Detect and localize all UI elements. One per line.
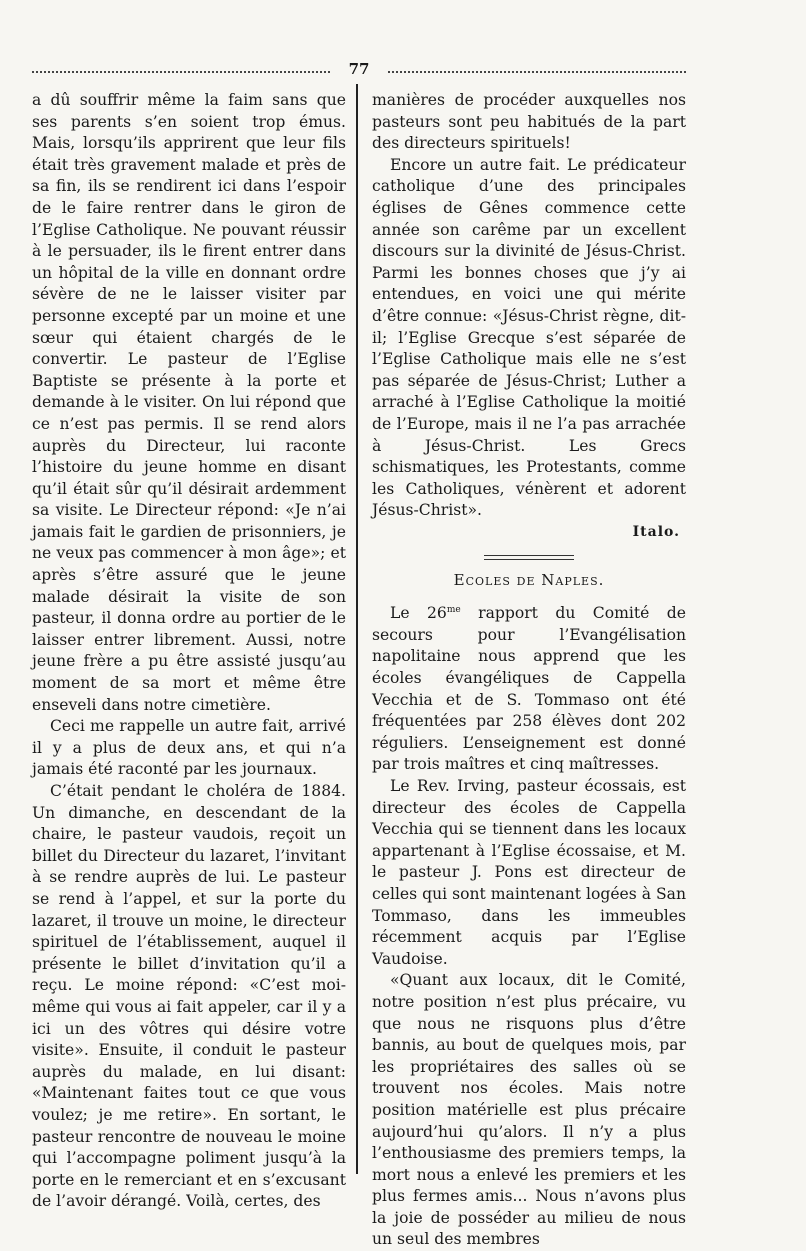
right-paragraph: Encore un autre fait. Le prédicateur catholique d’une des principales églises de Gênes commence cette année son carême par un excellent discours sur la divinité de Jésus-Christ. Parmi les bonnes choses que j’y ai entendues, en voici une qui mérite d’être connue: «Jésus-Christ règne, dit-il; l’Eglise Grecque s’est séparée de l’Eglise Catholique mais elle ne s’est pas séparée de Jésus-Christ; Luther a arraché à l’Eglise Catholique la moitié de l’Europe, mais il ne l’a pas arrachée à Jésus-Christ. Les Grecs schismatiques, les Protestants, comme les Catholiques, vénèrent et adorent Jésus-Christ». xyxy=(372,155,686,520)
left-paragraph: a dû souffrir même la faim sans que ses parents s’en soient trop émus. Mais, lorsqu’ils apprirent que leur fils était très gravement malade et près de sa fin, ils se rendirent ici dans l’espoir de le faire rentrer dans le giron de l’Eglise Catholique. Ne pouvant réussir à le persuader, ils le firent entrer dans un hôpital de la ville en donnant ordre sévère de ne le laisser visiter par personne excepté par un moine et une sœur qui étaient chargés de le convertir. Le pasteur de l’Eglise Baptiste se présente à la porte et demande à le visiter. On lui répond que ce n’est pas permis. Il se rend alors auprès du Directeur, lui raconte l’histoire du jeune homme en disant qu’il était sûr qu’il désirait ardemment sa visite. Le Directeur répond: «Je n’ai jamais fait le gardien de prisonniers, je ne veux pas commencer à mon âge»; et après s’être assuré que le jeune malade désirait la visite de son pasteur, il donna ordre au portier de le laisser entrer librement. Aussi, notre jeune frère a pu être assisté jusqu’au moment de sa mort et même être enseveli dans notre cimetière. xyxy=(32,91,346,714)
right-column xyxy=(372,90,686,1251)
article-signature: Italo. xyxy=(632,523,680,540)
page-number: 77 xyxy=(348,60,370,78)
left-column xyxy=(32,90,346,1213)
section-text: Le 26 xyxy=(390,604,447,623)
right-paragraph: manières de procéder auxquelles nos pasteurs sont peu habitués de la part des directeurs spirituels! xyxy=(372,91,686,153)
right-paragraph xyxy=(372,600,686,776)
section-text: rapport du Comité de secours pour l’Evangélisation napolitaine nous apprend que les écoles évangéliques de Cappella Vecchia et de S. Tommaso ont été fréquentées par 258 élèves dont 202 réguliers. L’enseignement est donné par trois maîtres et cinq maîtresses. xyxy=(372,604,686,774)
ordinal-suffix: me xyxy=(446,605,461,616)
left-paragraph: Ceci me rappelle un autre fait, arrivé il y a plus de deux ans, et qui n’a jamais été raconté par les journaux. xyxy=(32,717,346,779)
right-paragraph: «Quant aux locaux, dit le Comité, notre position n’est plus précaire, vu que nous ne risquons plus d’être bannis, au bout de quelques mois, par les propriétaires des salles où se trouvent nos écoles. Mais notre position matérielle est plus précaire aujourd’hui qu’alors. Il n’y a plus l’enthousiasme des premiers temps, la mort nous a enlevé les premiers et les plus fermes amis... Nous n’avons plus la joie de posséder au milieu de nous un seul des membres xyxy=(372,971,686,1249)
left-paragraph: C’était pendant le choléra de 1884. Un dimanche, en descendant de la chaire, le pasteur vaudois, reçoit un billet du Directeur du lazaret, l’invitant à se rendre auprès de lui. Le pasteur se rend à l’appel, et sur la porte du lazaret, il trouve un moine, le directeur spirituel de l’établissement, auquel il présente le billet d’invitation qu’il a reçu. Le moine répond: «C’est moi-même qui vous ai fait appeler, car il y a ici un des vôtres qui désire votre visite». Ensuite, il conduit le pasteur auprès du malade, en lui disant: «Maintenant faites tout ce que vous voulez; je me retire». En sortant, le pasteur rencontre de nouveau le moine qui l’accompagne poliment jusqu’à la porte en le remerciant et en s’excusant de l’avoir dérangé. Voilà, certes, des xyxy=(32,782,346,1211)
section-title: Ecoles de Naples. xyxy=(453,571,605,590)
header-rule-right xyxy=(388,71,686,73)
section-separator xyxy=(484,555,574,560)
right-paragraph: Le Rev. Irving, pasteur écossais, est directeur des écoles de Cappella Vecchia qui se tiennent dans les locaux appartenant à l’Eglise écossaise, et M. le pasteur J. Pons est directeur de celles qui sont maintenant logées à San Tommaso, dans les immeubles récemment acquis par l’Eglise Vaudoise. xyxy=(372,777,687,968)
page-header xyxy=(32,60,686,80)
column-divider xyxy=(356,84,358,1174)
